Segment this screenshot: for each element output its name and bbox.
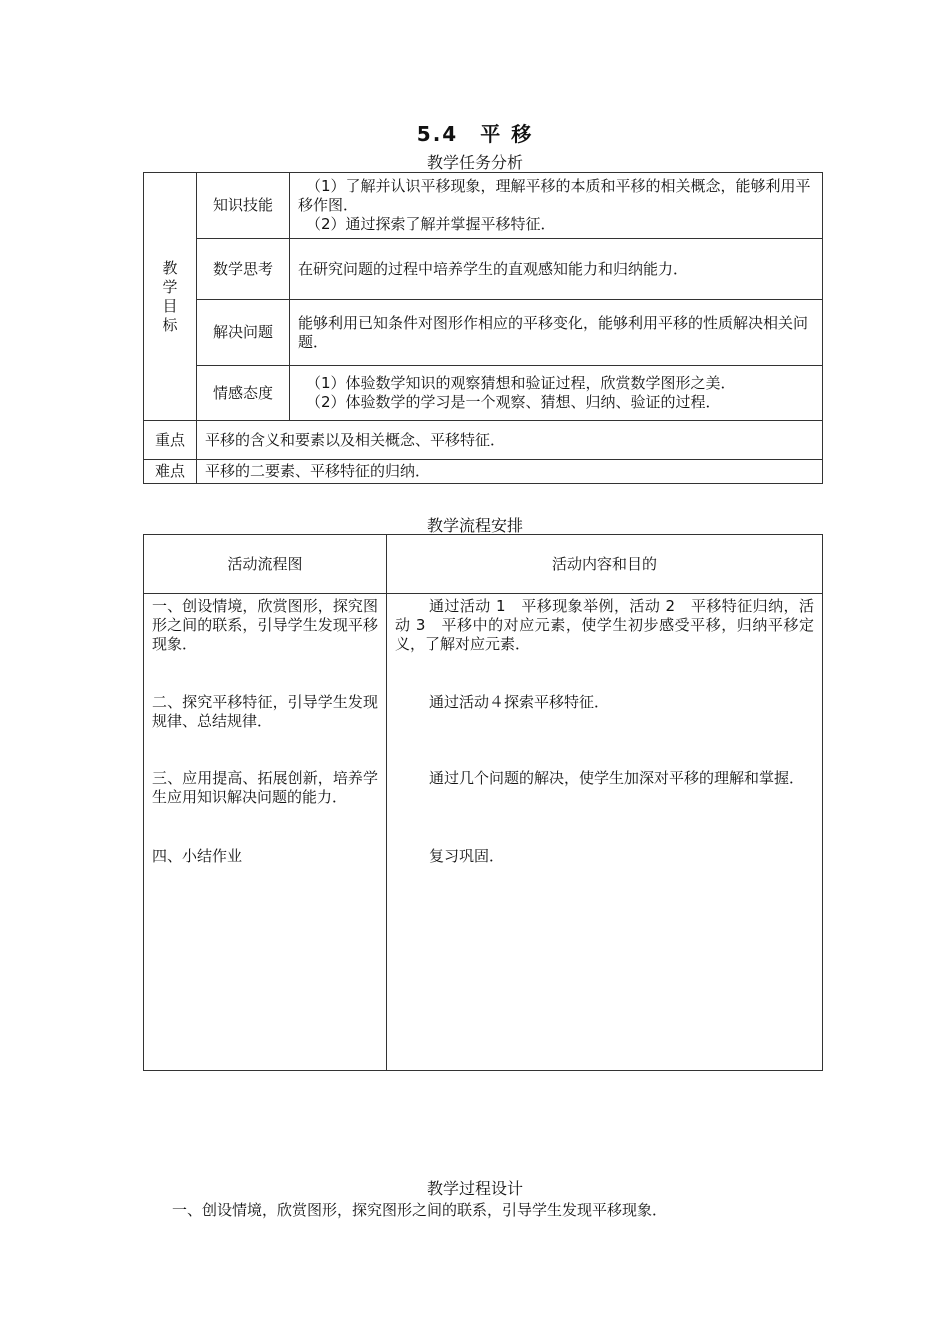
flow-step-1: 一、创设情境，欣赏图形，探究图形之间的联系，引导学生发现平移现象．	[152, 597, 378, 653]
goal-label-thinking: 数学思考	[197, 239, 290, 300]
teaching-goals-table	[143, 172, 823, 484]
task-analysis-title: 教学任务分析	[426, 153, 523, 172]
flow-content-3: 通过几个问题的解决，使学生加深对平移的理解和掌握．	[429, 769, 805, 787]
goal-text-problem-solving: 能够利用已知条件对图形作相应的平移变化，能够利用平移的性质解决相关问题．	[290, 300, 823, 366]
flow-content-2: 通过活动４探索平移特征．	[429, 693, 610, 711]
flow-header-right: 活动内容和目的	[387, 535, 823, 594]
flow-step-2: 二、探究平移特征，引导学生发现规律、总结规律．	[152, 693, 378, 730]
goals-group-label: 教 学 目 标	[144, 173, 197, 421]
flow-title: 教学流程安排	[426, 516, 523, 535]
process-design-title: 教学过程设计	[426, 1179, 523, 1198]
goal-label-attitude: 情感态度	[197, 366, 290, 421]
difficult-point-label: 难点	[144, 460, 197, 484]
flow-step-4: 四、小结作业	[152, 847, 243, 865]
flow-steps-column	[144, 594, 387, 1071]
key-point-label: 重点	[144, 421, 197, 460]
page-title: 5.4 平 移	[416, 122, 534, 146]
key-point-text: 平移的含义和要素以及相关概念、平移特征．	[197, 421, 823, 460]
flow-header-left: 活动流程图	[144, 535, 387, 594]
goal-text-thinking: 在研究问题的过程中培养学生的直观感知能力和归纳能力．	[290, 239, 823, 300]
difficult-point-text: 平移的二要素、平移特征的归纳．	[197, 460, 823, 484]
flow-content-4: 复习巩固．	[429, 847, 505, 865]
goal-label-knowledge: 知识技能	[197, 173, 290, 239]
flow-step-3: 三、应用提高、拓展创新，培养学生应用知识解决问题的能力．	[152, 769, 378, 806]
teaching-flow-table	[143, 534, 823, 1071]
goal-text-attitude: （1）体验数学知识的观察猜想和验证过程，欣赏数学图形之美． （2）体验数学的学习是一个观察、猜想、归纳、验证的过程．	[290, 366, 823, 421]
goal-label-problem-solving: 解决问题	[197, 300, 290, 366]
flow-content-column	[387, 594, 823, 1071]
goal-text-knowledge: （1）了解并认识平移现象，理解平移的本质和平移的相关概念，能够利用平移作图． （2）通过探索了解并掌握平移特征．	[290, 173, 823, 239]
flow-content-1: 通过活动 1 平移现象举例，活动 2 平移特征归纳，活动 3 平移中的对应元素，使学生初步感受平移，归纳平移定义，了解对应元素．	[395, 597, 814, 653]
process-intro-text: 一、创设情境，欣赏图形，探究图形之间的联系，引导学生发现平移现象．	[172, 1201, 668, 1219]
